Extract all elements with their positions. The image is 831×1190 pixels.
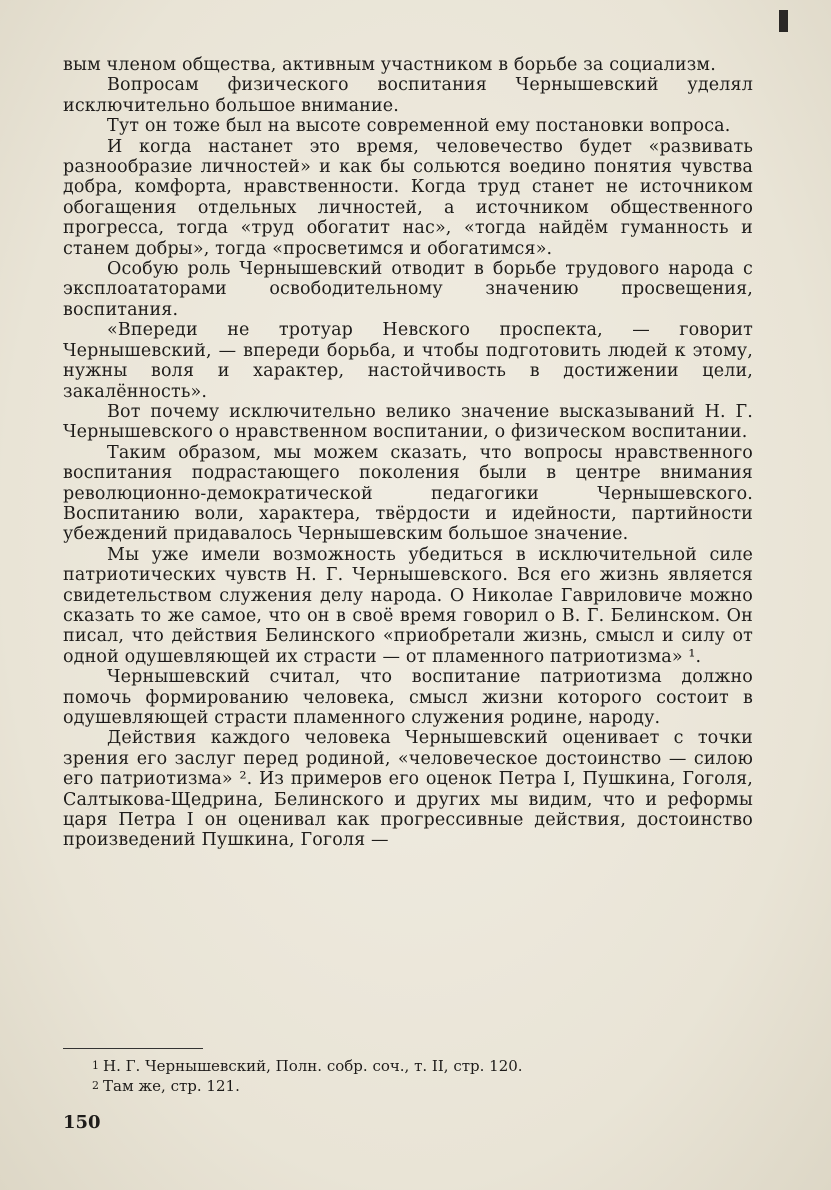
paragraph: вым членом общества, активным участником в борьбе за социализм. [63,55,716,75]
paragraph: Таким образом, мы можем сказать, что вопросы нравственного воспитания подрастающего поколения были в центре внимания революционно-демократической педагогики Чернышевского. Воспитанию воли, характера, твёрдости и идейности, партийности убеждений придавалось Чернышевским большое значение. [63,442,753,545]
footnote [92,1076,712,1096]
scan-edge-mark [779,10,788,32]
footnote-divider [63,1048,203,1049]
paragraph: «Впереди не тротуар Невского проспекта, — говорит Чернышевский, — впереди борьба, и чтобы подготовить людей к этому, нужны воля и характер, настойчивость в достижении цели, закалённость». [63,320,753,402]
paragraph: Чернышевский считал, что воспитание патриотизма должно помочь формированию человека, смысл жизни которого состоит в одушевляющей страсти пламенного служения родине, народу. [63,667,753,728]
footnote-number: 1 [92,1059,99,1072]
footnote-number: 2 [92,1079,99,1092]
paragraph: Тут он тоже был на высоте современной ему постановки вопроса. [107,116,731,137]
paragraph: И когда настанет это время, человечество будет «развивать разнообразие личностей» и как бы сольются воедино понятия чувства добра, комфорта, нравственности. Когда труд станет не источником обогащения отдельных личностей, а источником общественного прогресса, тогда «труд обогатит нас», «тогда найдём гуманность и станем добры», тогда «просветимся и обогатимся». [63,136,753,259]
paragraph: Вот почему исключительно велико значение высказываний Н. Г. Чернышевского о нравственном воспитании, о физическом воспитании. [63,401,753,443]
paragraph: Мы уже имели возможность убедиться в исключительной силе патриотических чувств Н. Г. Чернышевского. Вся его жизнь является свидетельством служения делу народа. О Николае Гавриловиче можно сказать то же самое, что он в своё время говорил о В. Г. Белинском. Он писал, что действия Белинского «приобретали жизнь, смысл и силу от одной одушевляющей их страсти — от пламенного патриотизма» ¹. [63,544,753,667]
main-text [63,55,753,851]
paragraph: Особую роль Чернышевский отводит в борьбе трудового народа с эксплоататорами освободительному значению просвещения, воспитания. [63,259,753,320]
paragraph: Вопросам физического воспитания Чернышевский уделял исключительно большое внимание. [63,75,753,116]
footnote-text: Там же, стр. 121. [103,1077,240,1095]
footnotes [92,1056,712,1096]
page-number: 150 [63,1112,101,1133]
paragraph: Действия каждого человека Чернышевский оценивает с точки зрения его заслуг перед родиной, «человеческое достоинство — силою его патриотизма» ². Из примеров его оценок Петра I, Пушкина, Гоголя, Салтыкова-Щедрина, Белинского и других мы видим, что и реформы царя Петра I он оценивал как прогрессивные действия, достоинство произведений Пушкина, Гоголя — [63,728,753,851]
footnote-text: Н. Г. Чернышевский, Полн. собр. соч., т. II, стр. 120. [103,1057,523,1075]
footnote [92,1056,712,1076]
